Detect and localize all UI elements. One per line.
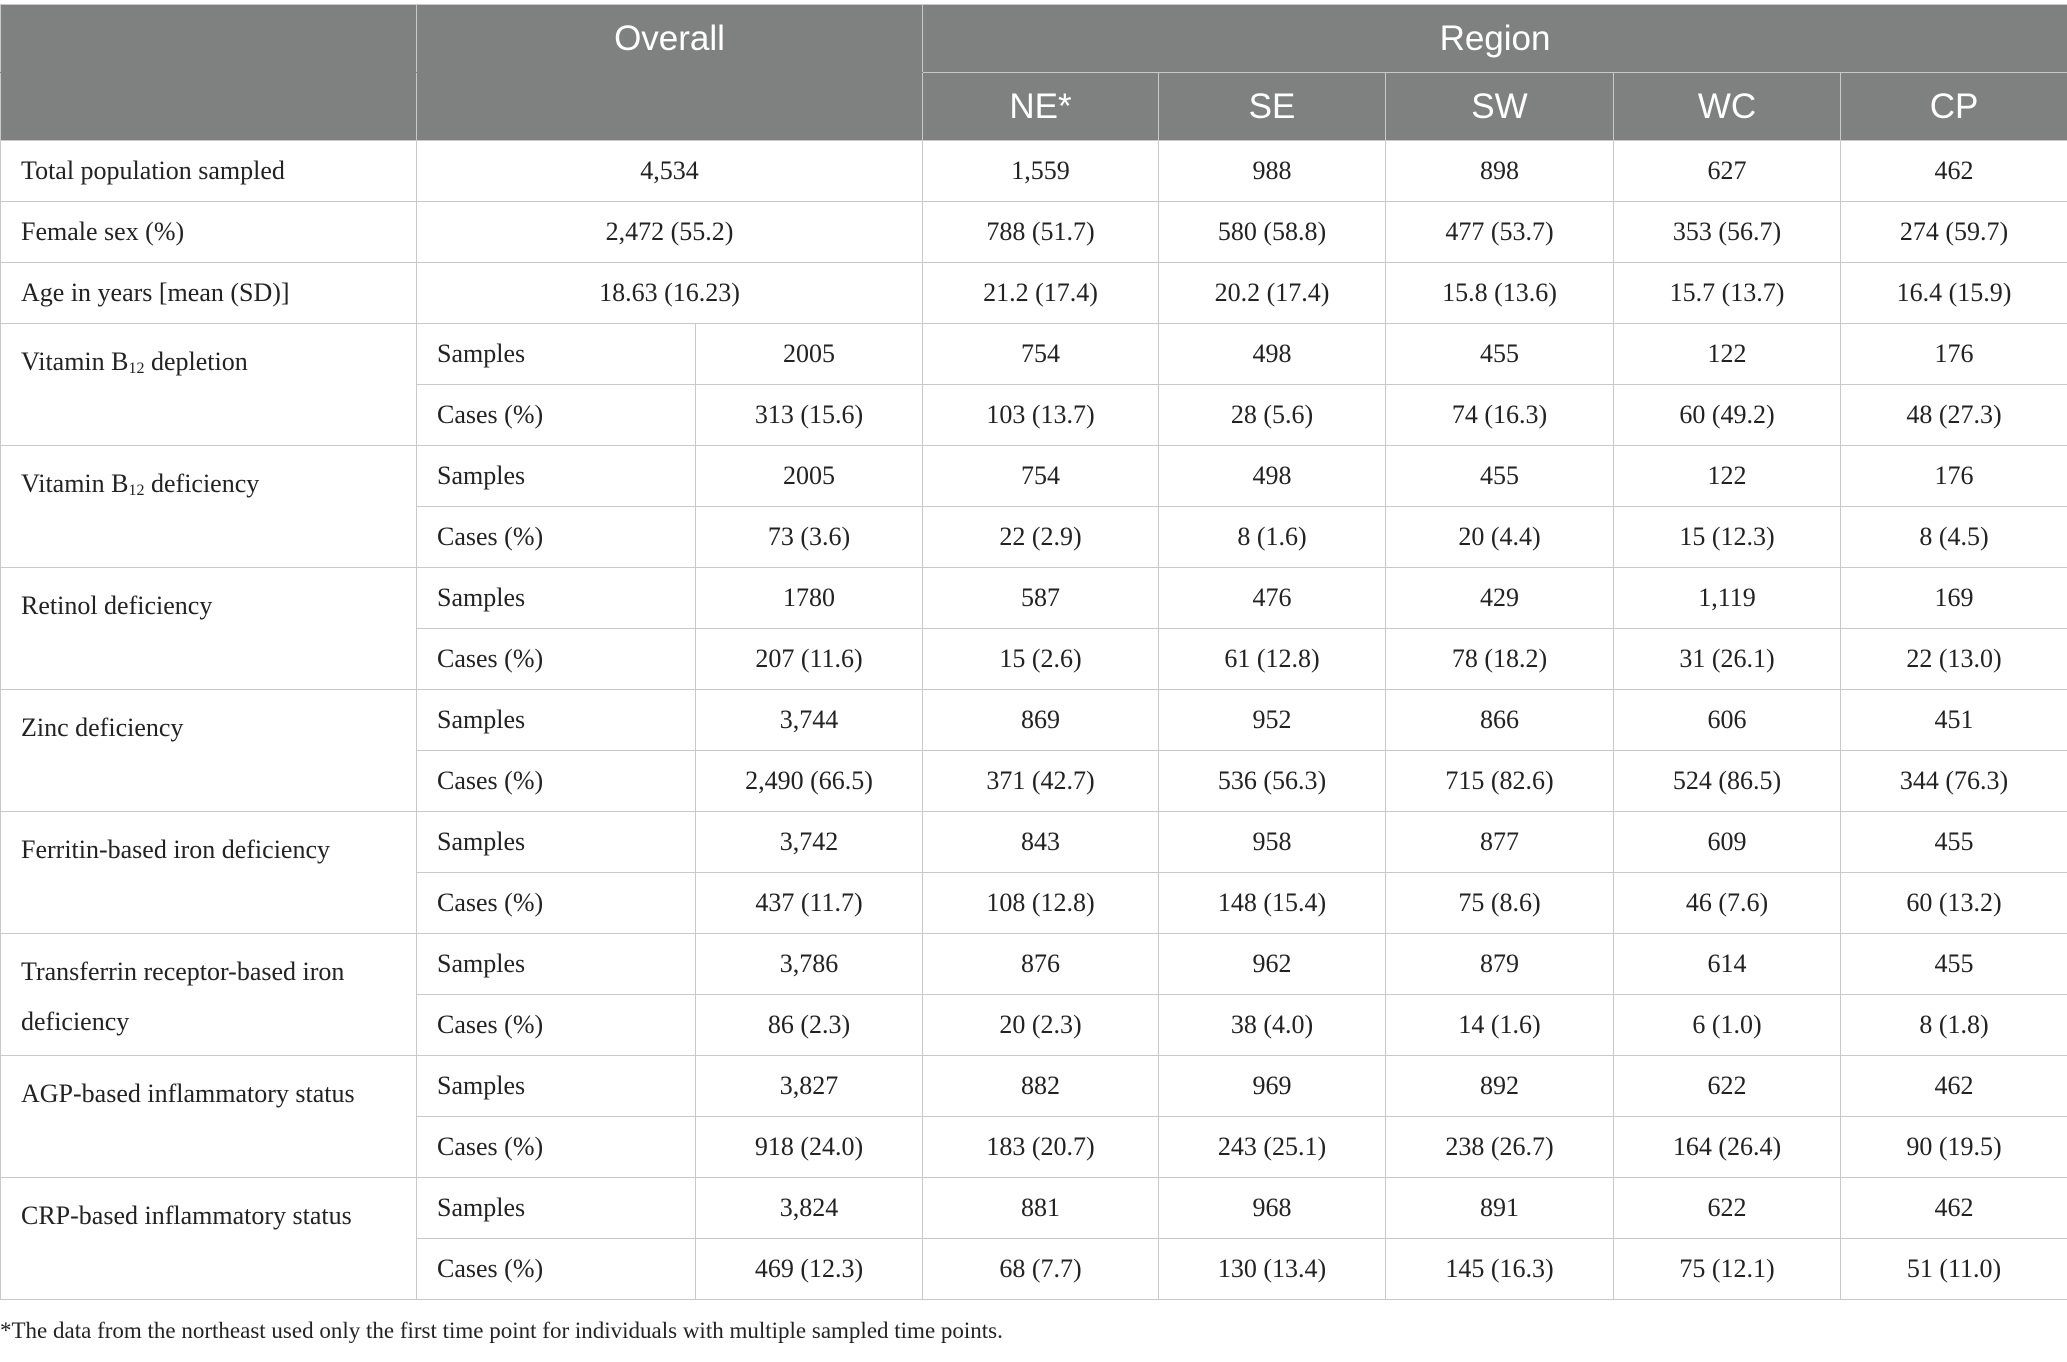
region-value: 876 [923, 934, 1159, 995]
overall-value: 1780 [696, 568, 923, 629]
region-value: 614 [1614, 934, 1841, 995]
samples-sublabel: Samples [417, 812, 696, 873]
overall-value: 3,824 [696, 1178, 923, 1239]
table-row [1, 446, 2067, 507]
region-value: 46 (7.6) [1614, 873, 1841, 934]
overall-value: 3,744 [696, 690, 923, 751]
group-label-text: CRP-based inflammatory status [21, 1201, 352, 1230]
overall-value: 437 (11.7) [696, 873, 923, 934]
region-value: 28 (5.6) [1159, 385, 1386, 446]
region-value: 455 [1841, 812, 2067, 873]
region-value: 476 [1159, 568, 1386, 629]
region-value: 22 (2.9) [923, 507, 1159, 568]
group-label-text: Ferritin-based iron deficiency [21, 835, 330, 864]
row-label: Female sex (%) [1, 202, 417, 263]
overall-value: 2,490 (66.5) [696, 751, 923, 812]
region-value: 90 (19.5) [1841, 1117, 2067, 1178]
region-value: 103 (13.7) [923, 385, 1159, 446]
overall-value: 3,742 [696, 812, 923, 873]
region-value: 968 [1159, 1178, 1386, 1239]
region-value: 75 (12.1) [1614, 1239, 1841, 1300]
region-value: 15 (2.6) [923, 629, 1159, 690]
overall-value: 2005 [696, 446, 923, 507]
region-value: 524 (86.5) [1614, 751, 1841, 812]
region-value: 371 (42.7) [923, 751, 1159, 812]
region-value: 606 [1614, 690, 1841, 751]
region-value: 498 [1159, 324, 1386, 385]
region-value: 988 [1159, 141, 1386, 202]
row-label: Age in years [mean (SD)] [1, 263, 417, 324]
header-blank-3 [417, 73, 923, 141]
region-value: 243 (25.1) [1159, 1117, 1386, 1178]
table-body [1, 141, 2067, 1300]
region-value: 455 [1386, 324, 1614, 385]
samples-sublabel: Samples [417, 690, 696, 751]
group-label-subscript: 12 [128, 360, 145, 377]
table-row [1, 568, 2067, 629]
region-value: 21.2 (17.4) [923, 263, 1159, 324]
cases-sublabel: Cases (%) [417, 629, 696, 690]
header-region: Region [923, 5, 2067, 73]
region-value: 962 [1159, 934, 1386, 995]
region-value: 462 [1841, 1056, 2067, 1117]
group-label-suffix: depletion [144, 347, 248, 376]
region-value: 353 (56.7) [1614, 202, 1841, 263]
overall-value: 207 (11.6) [696, 629, 923, 690]
overall-value: 2,472 (55.2) [417, 202, 923, 263]
region-value: 164 (26.4) [1614, 1117, 1841, 1178]
region-value: 455 [1841, 934, 2067, 995]
region-value: 51 (11.0) [1841, 1239, 2067, 1300]
group-label [1, 324, 417, 446]
region-value: 622 [1614, 1056, 1841, 1117]
region-value: 61 (12.8) [1159, 629, 1386, 690]
overall-value: 3,786 [696, 934, 923, 995]
region-value: 609 [1614, 812, 1841, 873]
samples-sublabel: Samples [417, 324, 696, 385]
cases-sublabel: Cases (%) [417, 507, 696, 568]
region-value: 15.7 (13.7) [1614, 263, 1841, 324]
group-label [1, 934, 417, 1056]
region-value: 866 [1386, 690, 1614, 751]
region-value: 48 (27.3) [1841, 385, 2067, 446]
header-region-wc: WC [1614, 73, 1841, 141]
region-value: 8 (1.8) [1841, 995, 2067, 1056]
region-value: 881 [923, 1178, 1159, 1239]
region-value: 274 (59.7) [1841, 202, 2067, 263]
region-value: 108 (12.8) [923, 873, 1159, 934]
overall-value: 313 (15.6) [696, 385, 923, 446]
region-value: 882 [923, 1056, 1159, 1117]
region-value: 68 (7.7) [923, 1239, 1159, 1300]
row-label: Total population sampled [1, 141, 417, 202]
region-value: 8 (4.5) [1841, 507, 2067, 568]
header-blank-2 [1, 73, 417, 141]
region-value: 6 (1.0) [1614, 995, 1841, 1056]
group-label [1, 1178, 417, 1300]
samples-sublabel: Samples [417, 934, 696, 995]
region-value: 122 [1614, 446, 1841, 507]
region-value: 169 [1841, 568, 2067, 629]
region-value: 238 (26.7) [1386, 1117, 1614, 1178]
region-value: 145 (16.3) [1386, 1239, 1614, 1300]
overall-value: 86 (2.3) [696, 995, 923, 1056]
group-label-subscript: 12 [128, 482, 145, 499]
cases-sublabel: Cases (%) [417, 751, 696, 812]
region-value: 788 (51.7) [923, 202, 1159, 263]
cases-sublabel: Cases (%) [417, 385, 696, 446]
region-value: 20 (2.3) [923, 995, 1159, 1056]
group-label [1, 690, 417, 812]
region-value: 536 (56.3) [1159, 751, 1386, 812]
region-value: 176 [1841, 324, 2067, 385]
region-value: 78 (18.2) [1386, 629, 1614, 690]
group-label [1, 812, 417, 934]
overall-value: 4,534 [417, 141, 923, 202]
region-value: 627 [1614, 141, 1841, 202]
region-value: 148 (15.4) [1159, 873, 1386, 934]
header-overall: Overall [417, 5, 923, 73]
region-value: 130 (13.4) [1159, 1239, 1386, 1300]
region-value: 429 [1386, 568, 1614, 629]
region-value: 31 (26.1) [1614, 629, 1841, 690]
samples-sublabel: Samples [417, 1056, 696, 1117]
region-value: 60 (49.2) [1614, 385, 1841, 446]
region-value: 8 (1.6) [1159, 507, 1386, 568]
cases-sublabel: Cases (%) [417, 1117, 696, 1178]
region-value: 75 (8.6) [1386, 873, 1614, 934]
region-value: 20 (4.4) [1386, 507, 1614, 568]
region-value: 344 (76.3) [1841, 751, 2067, 812]
region-value: 715 (82.6) [1386, 751, 1614, 812]
overall-value: 3,827 [696, 1056, 923, 1117]
region-value: 958 [1159, 812, 1386, 873]
region-value: 754 [923, 324, 1159, 385]
overall-value: 918 (24.0) [696, 1117, 923, 1178]
group-label [1, 446, 417, 568]
region-value: 462 [1841, 141, 2067, 202]
table-row [1, 324, 2067, 385]
samples-sublabel: Samples [417, 446, 696, 507]
header-region-se: SE [1159, 73, 1386, 141]
region-value: 14 (1.6) [1386, 995, 1614, 1056]
region-value: 1,559 [923, 141, 1159, 202]
region-value: 38 (4.0) [1159, 995, 1386, 1056]
samples-sublabel: Samples [417, 568, 696, 629]
group-label [1, 568, 417, 690]
region-value: 455 [1386, 446, 1614, 507]
table-row [1, 202, 2067, 263]
region-value: 1,119 [1614, 568, 1841, 629]
region-value: 15.8 (13.6) [1386, 263, 1614, 324]
group-label [1, 1056, 417, 1178]
region-value: 580 (58.8) [1159, 202, 1386, 263]
table-row [1, 1178, 2067, 1239]
region-value: 477 (53.7) [1386, 202, 1614, 263]
table-row [1, 141, 2067, 202]
region-value: 20.2 (17.4) [1159, 263, 1386, 324]
region-value: 879 [1386, 934, 1614, 995]
region-value: 16.4 (15.9) [1841, 263, 2067, 324]
overall-value: 18.63 (16.23) [417, 263, 923, 324]
region-value: 869 [923, 690, 1159, 751]
region-value: 451 [1841, 690, 2067, 751]
header-region-ne: NE* [923, 73, 1159, 141]
samples-sublabel: Samples [417, 1178, 696, 1239]
region-value: 622 [1614, 1178, 1841, 1239]
footnote: *The data from the northeast used only the first time point for individuals with multiple sampled time points. [0, 1318, 1003, 1343]
cases-sublabel: Cases (%) [417, 873, 696, 934]
region-value: 969 [1159, 1056, 1386, 1117]
region-value: 898 [1386, 141, 1614, 202]
region-value: 74 (16.3) [1386, 385, 1614, 446]
table-row [1, 263, 2067, 324]
region-value: 891 [1386, 1178, 1614, 1239]
region-value: 176 [1841, 446, 2067, 507]
region-value: 877 [1386, 812, 1614, 873]
header-region-cp: CP [1841, 73, 2067, 141]
group-label-text: AGP-based inflammatory status [21, 1079, 355, 1108]
region-value: 122 [1614, 324, 1841, 385]
group-label-text: Retinol deficiency [21, 591, 213, 620]
table-row [1, 1056, 2067, 1117]
overall-value: 469 (12.3) [696, 1239, 923, 1300]
region-value: 22 (13.0) [1841, 629, 2067, 690]
group-label-text: Vitamin B [21, 347, 129, 376]
header-blank [1, 5, 417, 73]
group-label-suffix: deficiency [144, 469, 260, 498]
data-table [0, 4, 2067, 1300]
group-label-text: Zinc deficiency [21, 713, 184, 742]
region-value: 587 [923, 568, 1159, 629]
table-row [1, 812, 2067, 873]
region-value: 754 [923, 446, 1159, 507]
region-value: 498 [1159, 446, 1386, 507]
cases-sublabel: Cases (%) [417, 1239, 696, 1300]
group-label-text: Vitamin B [21, 469, 129, 498]
overall-value: 2005 [696, 324, 923, 385]
region-value: 462 [1841, 1178, 2067, 1239]
region-value: 952 [1159, 690, 1386, 751]
table-row [1, 690, 2067, 751]
table-header [1, 5, 2067, 141]
header-region-sw: SW [1386, 73, 1614, 141]
group-label-text: Transferrin receptor-based iron deficiency [21, 957, 345, 1036]
overall-value: 73 (3.6) [696, 507, 923, 568]
region-value: 15 (12.3) [1614, 507, 1841, 568]
region-value: 892 [1386, 1056, 1614, 1117]
region-value: 60 (13.2) [1841, 873, 2067, 934]
cases-sublabel: Cases (%) [417, 995, 696, 1056]
table-row [1, 934, 2067, 995]
region-value: 183 (20.7) [923, 1117, 1159, 1178]
region-value: 843 [923, 812, 1159, 873]
